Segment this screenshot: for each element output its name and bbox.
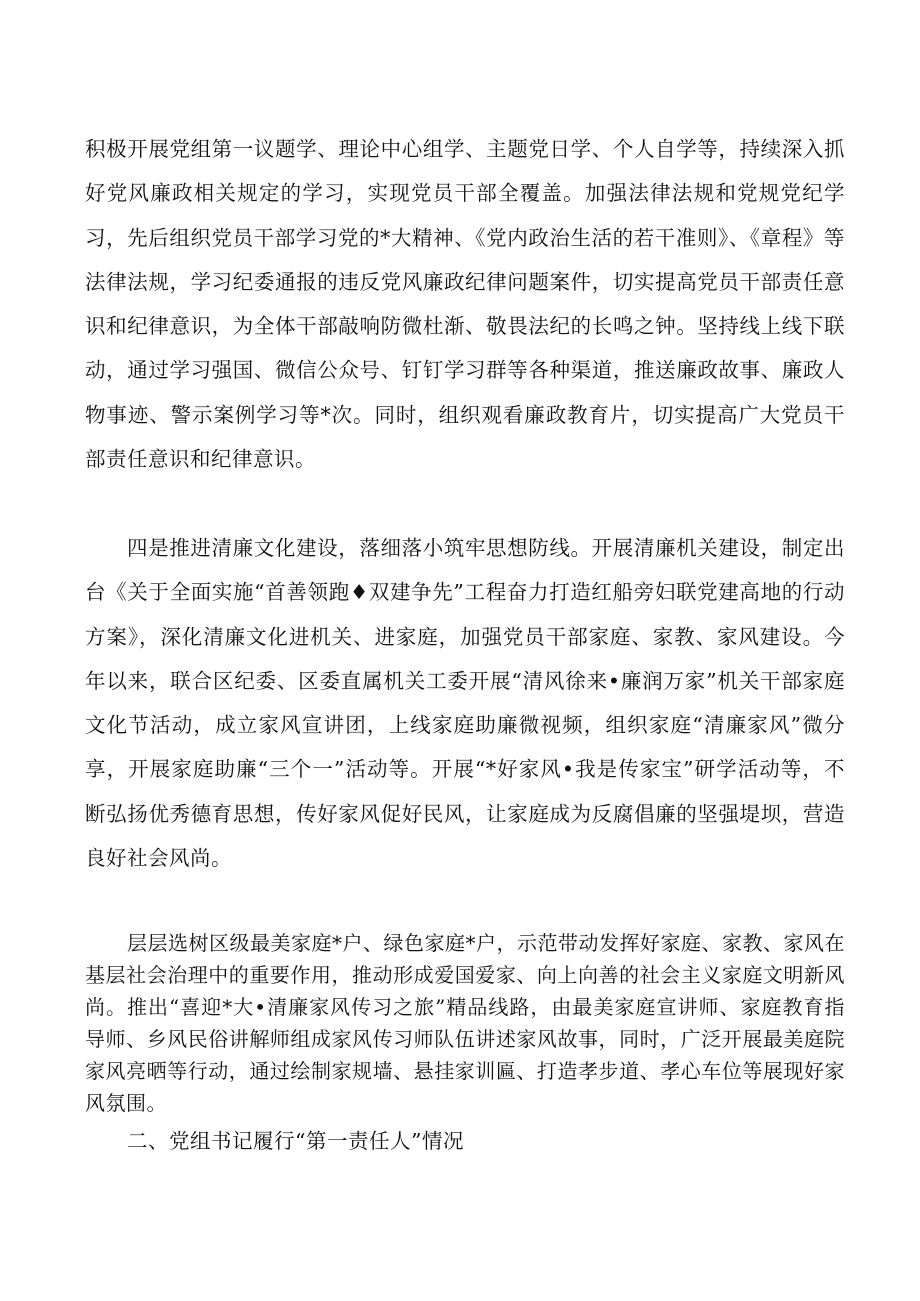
paragraph-clean-culture: 四是推进清廉文化建设，落细落小筑牢思想防线。开展清廉机关建设，制定出台《关于全面实施“首善领跑♦双建争先”工程奋力打造红船旁妇联党建高地的行动方案》，深化清廉文化进机关、进家庭，加强党员干部家庭、家教、家风建设。今年以来，联合区纪委、区委直属机关工委开展“清风徐来•廉润万家”机关干部家庭文化节活动，成立家风宣讲团，上线家庭助廉微视频，组织家庭“清廉家风”微分享，开展家庭助廉“三个一”活动等。开展“*好家风•我是传家宝”研学活动等，不断弘扬优秀德育思想，传好家风促好民风，让家庭成为反腐倡廉的坚强堤坝，营造良好社会风尚。: [85, 536, 845, 871]
paragraph-study: 积极开展党组第一议题学、理论中心组学、主题党日学、个人自学等，持续深入抓好党风廉政相关规定的学习，实现党员干部全覆盖。加强法律法规和党规党纪学习，先后组织党员干部学习党的*大精神、《党内政治生活的若干准则》、《章程》等法律法规，学习纪委通报的违反党风廉政纪律问题案件，切实提高党员干部责任意识和纪律意识，为全体干部敲响防微杜渐、敬畏法纪的长鸣之钟。坚持线上线下联动，通过学习强国、微信公众号、钉钉学习群等各种渠道，推送廉政故事、廉政人物事迹、警示案例学习等*次。同时，组织观看廉政教育片，切实提高广大党员干部责任意识和纪律意识。: [85, 137, 845, 472]
paragraph-family-models: 层层选树区级最美家庭*户、绿色家庭*户，示范带动发挥好家庭、家教、家风在基层社会治理中的重要作用，推动形成爱国爱家、向上向善的社会主义家庭文明新风尚。推出“喜迎*大•清廉家风传习之旅”精品线路，由最美家庭宣讲师、家庭教育指导师、乡风民俗讲解师组成家风传习师队伍讲述家风故事，同时，广泛开展最美庭院家风亮晒等行动，通过绘制家规墙、悬挂家训匾、打造孝步道、孝心车位等展现好家风氛围。: [85, 931, 845, 1115]
section-heading: 二、党组书记履行“第一责任人”情况: [127, 1129, 464, 1153]
